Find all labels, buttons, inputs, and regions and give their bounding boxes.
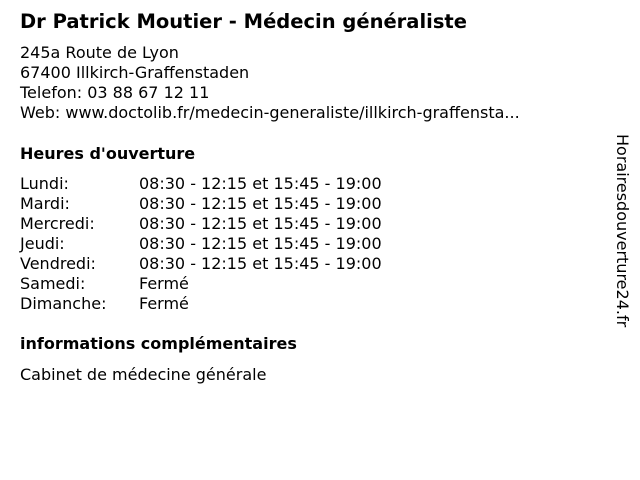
time-value: Fermé (139, 294, 189, 313)
additional-info-text: Cabinet de médecine générale (20, 365, 267, 384)
day-label: Mercredi: (20, 214, 95, 233)
address-street: 245a Route de Lyon (20, 43, 179, 62)
day-label: Jeudi: (20, 234, 65, 253)
phone-number: Telefon: 03 88 67 12 11 (20, 83, 210, 102)
opening-hours-heading: Heures d'ouverture (20, 144, 196, 163)
time-value: 08:30 - 12:15 et 15:45 - 19:00 (139, 234, 382, 253)
time-value: 08:30 - 12:15 et 15:45 - 19:00 (139, 174, 382, 193)
contact-block (20, 43, 520, 123)
time-value: 08:30 - 12:15 et 15:45 - 19:00 (139, 194, 382, 213)
time-value: 08:30 - 12:15 et 15:45 - 19:00 (139, 254, 382, 273)
day-label: Dimanche: (20, 294, 107, 313)
day-label: Mardi: (20, 194, 70, 213)
time-value: 08:30 - 12:15 et 15:45 - 19:00 (139, 214, 382, 233)
day-label: Lundi: (20, 174, 69, 193)
day-label: Vendredi: (20, 254, 96, 273)
additional-info-heading: informations complémentaires (20, 334, 297, 353)
day-label: Samedi: (20, 274, 86, 293)
time-value: Fermé (139, 274, 189, 293)
site-watermark (612, 134, 632, 344)
website-link[interactable]: Web: www.doctolib.fr/medecin-generaliste/illkirch-graffensta... (20, 103, 520, 122)
watermark-text: Horairesdouverture24.fr (613, 134, 632, 328)
address-city: 67400 Illkirch-Graffenstaden (20, 63, 250, 82)
business-title: Dr Patrick Moutier - Médecin généraliste (20, 10, 467, 33)
